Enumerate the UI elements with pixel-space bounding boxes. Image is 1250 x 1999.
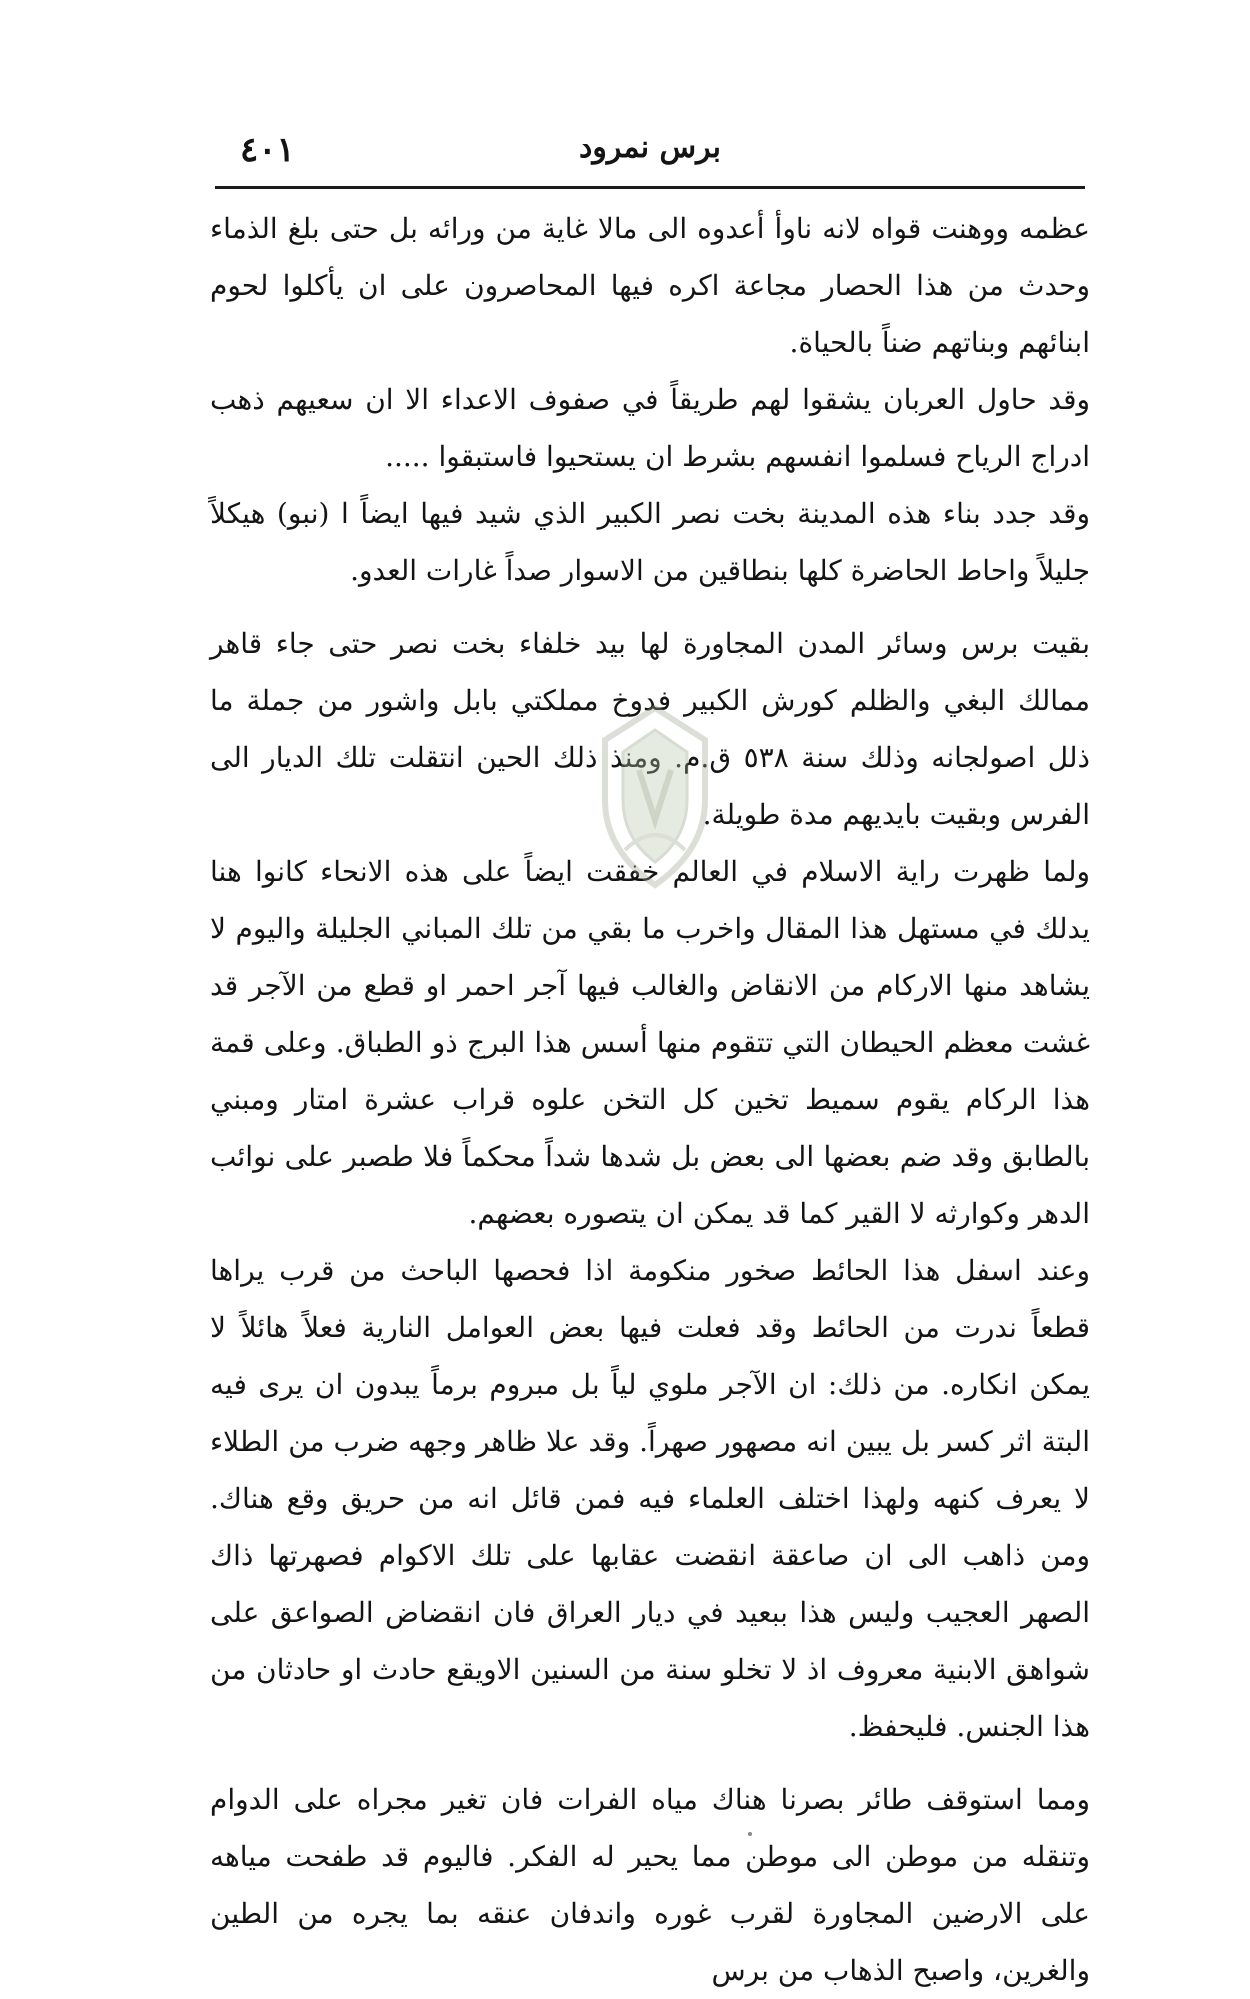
paragraph: وعند اسفل هذا الحائط صخور منكومة اذا فحصها الباحث من قرب يراها قطعاً ندرت من الحائط وقد فعلت فيها بعض العوامل النارية فعلاً هائلاً لا يمكن انكاره. من ذلك: ان الآجر ملوي لياً بل مبروم برماً يبدون ان يرى فيه البتة اثر كسر بل يبين انه مصهور صهراً. وقد علا ظاهر وجهه ضرب من الطلاء لا يعرف كنهه ولهذا اختلف العلماء فيه فمن قائل انه من حريق وقع هناك. ومن ذاهب الى ان صاعقة انقضت عقابها على تلك الاكوام فصهرتها ذاك الصهر العجيب وليس هذا ببعيد في ديار العراق فان انقضاض الصواعق على شواهق الابنية معروف اذ لا تخلو سنة من السنين الاويقع حادث او حادثان من هذا الجنس. فليحفظ. xyxy=(210,1254,1090,1743)
paragraph: بقيت برس وسائر المدن المجاورة لها بيد خلفاء بخت نصر حتى جاء قاهر ممالك البغي والظلم كورش الكبير فدوخ مملكتي بابل واشور من جملة ما ذلل اصولجانه وذلك سنة ٥٣٨ ق.م. ومنذ ذلك الحين انتقلت تلك الديار الى الفرس وبقيت بايديهم مدة طويلة. xyxy=(210,627,1091,831)
paragraph: وقد جدد بناء هذه المدينة بخت نصر الكبير الذي شيد فيها ايضاً ا (نبو) هيكلاً جليلاً واحاط الحاضرة كلها بنطاقين من الاسوار صداً غارات العدو. xyxy=(210,497,1090,587)
ink-speck xyxy=(748,1832,752,1836)
paragraph: ولما ظهرت راية الاسلام في العالم خفقت ايضاً على هذه الانحاء كانوا هنا يدلك في مستهل هذا المقال واخرب ما بقي من تلك المباني الجليلة واليوم لا يشاهد منها الاركام من الانقاض والغالب فيها آجر احمر او قطع من الآجر قد غشت معظم الحيطان التي تتقوم منها أسس هذا البرج ذو الطباق. وعلى قمة هذا الركام يقوم سميط تخين كل التخن علوه قراب عشرة امتار ومبني بالطابق وقد ضم بعضها الى بعض بل شدها شداً محكماً فلا طصبر على نوائب الدهر وكوارثه لا القير كما قد يمكن ان يتصوره بعضهم. xyxy=(210,855,1090,1230)
paragraph: عظمه ووهنت قواه لانه ناوأ أعدوه الى مالا غاية من ورائه بل حتى بلغ الذماء وحدث من هذا الحصار مجاعة اكره فيها المحاصرون على ان يأكلوا لحوم ابنائهم وبناتهم ضناً بالحياة. xyxy=(210,212,1090,359)
header-rule xyxy=(215,186,1085,189)
body-text xyxy=(210,200,1090,1999)
page-number: ٤٠١ xyxy=(240,130,295,170)
paragraph: وقد حاول العربان يشقوا لهم طريقاً في صفوف الاعداء الا ان سعيهم ذهب ادراج الرياح فسلموا انفسهم بشرط ان يستحيوا فاستبقوا ..... xyxy=(210,383,1090,473)
library-watermark-icon xyxy=(555,700,755,900)
running-title: برس نمرود xyxy=(578,130,722,165)
page-header xyxy=(215,122,1085,174)
paragraph: ومما استوقف طائر بصرنا هناك مياه الفرات فان تغير مجراه على الدوام وتنقله من موطن الى موطن مما يحير له الفكر. فاليوم قد طفحت مياهه على الارضين المجاورة لقرب غوره واندفان عنقه بما يجره من الطين والغرين، واصبح الذهاب من برس xyxy=(210,1783,1090,1987)
